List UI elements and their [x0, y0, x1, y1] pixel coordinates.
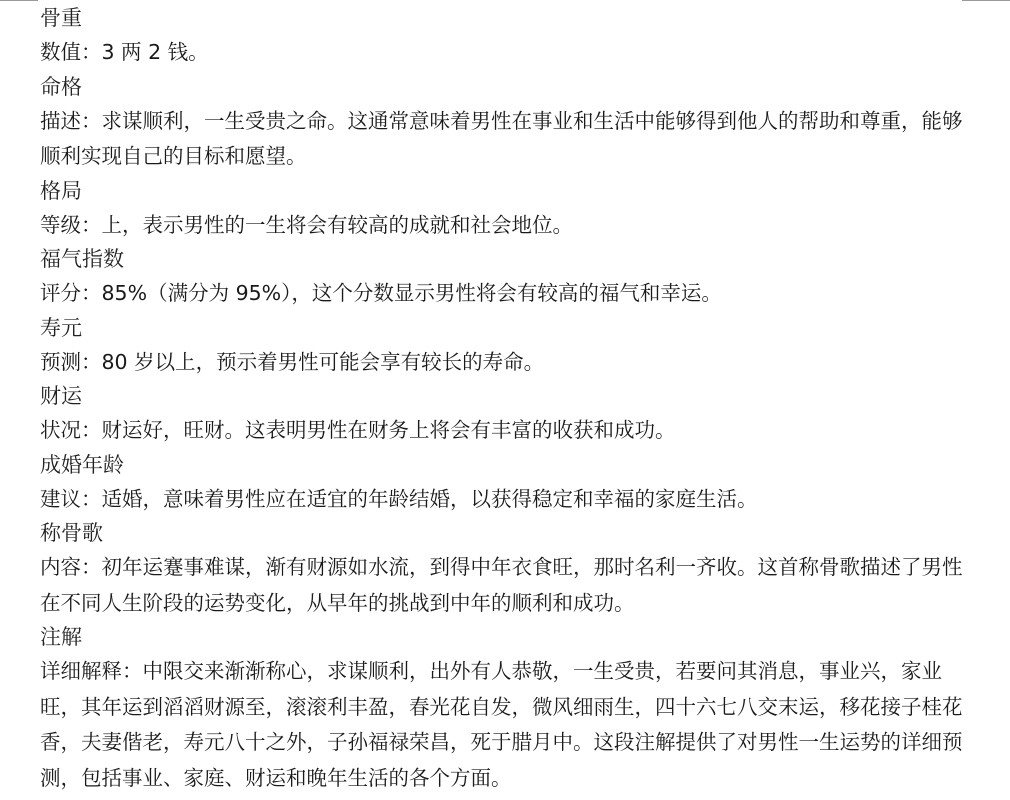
section-body: [40, 482, 975, 518]
section-heading: 寿元: [40, 315, 82, 340]
field-label: 详细解释：: [40, 659, 143, 683]
fortune-document: [40, 2, 975, 796]
section-body: [40, 276, 975, 312]
section-wealth: [40, 380, 975, 449]
field-label: 描述：: [40, 108, 102, 133]
field-value: 适婚，意味着男性应在适宜的年龄结婚，以获得稳定和幸福的家庭生活。: [101, 486, 758, 511]
field-label: 预测：: [40, 349, 102, 374]
section-body: [40, 104, 975, 175]
section-marriage-age: [40, 449, 975, 518]
field-label: 评分：: [40, 281, 102, 305]
top-right-divider: [962, 0, 1010, 1]
field-value: 中限交来渐渐称心，求谋顺利，出外有人恭敬，一生受贵，若要问其消息，事业兴，家业旺，其年运到滔滔财源至，滚滚利丰盈，春光花自发，微风细雨生，四十六七八交末运，移花接子桂花香，夫妻偕老，寿元八十之外，子孙福禄荣昌，死于腊月中。这段注解提供了对男性一生运势的详细预测，包括事业、家庭、财运和晚年生活的各个方面。: [40, 659, 963, 790]
top-left-divider: [0, 0, 38, 1]
field-label: 建议：: [40, 486, 102, 511]
section-body: [40, 654, 975, 796]
field-value: 85%（满分为 95%），这个分数显示男性将会有较高的福气和幸运。: [101, 281, 722, 305]
section-heading: 格局: [40, 178, 82, 203]
section-pattern: [40, 175, 975, 244]
section-heading: 成婚年龄: [40, 452, 124, 477]
section-lifespan: [40, 312, 975, 381]
field-label: 等级：: [40, 212, 102, 237]
section-destiny: [40, 71, 975, 175]
section-heading: 骨重: [40, 6, 82, 30]
section-body: [40, 345, 975, 381]
section-body: [40, 208, 975, 244]
field-value: 上，表示男性的一生将会有较高的成就和社会地位。: [101, 212, 573, 237]
section-heading: 注解: [40, 625, 82, 649]
field-label: 内容：: [40, 555, 102, 579]
field-value: 3 两 2 钱。: [101, 40, 209, 64]
section-fortune-index: [40, 243, 975, 312]
section-body: [40, 550, 975, 621]
section-heading: 命格: [40, 74, 82, 99]
section-heading: 财运: [40, 384, 82, 408]
field-label: 状况：: [40, 418, 102, 442]
field-value: 财运好，旺财。这表明男性在财务上将会有丰富的收获和成功。: [101, 418, 676, 442]
section-heading: 福气指数: [40, 247, 124, 271]
section-heading: 称骨歌: [40, 521, 103, 545]
field-label: 数值：: [40, 40, 102, 64]
section-body: [40, 413, 975, 449]
field-value: 求谋顺利，一生受贵之命。这通常意味着男性在事业和生活中能够得到他人的帮助和尊重，能够顺利实现自己的目标和愿望。: [40, 108, 963, 168]
field-value: 初年运蹇事难谋，渐有财源如水流，到得中年衣食旺，那时名利一齐收。这首称骨歌描述了男性在不同人生阶段的运势变化，从早年的挑战到中年的顺利和成功。: [40, 555, 963, 615]
field-value: 80 岁以上，预示着男性可能会享有较长的寿命。: [101, 349, 545, 374]
section-body: [40, 35, 975, 71]
section-annotation: [40, 621, 975, 796]
section-bone-song: [40, 517, 975, 621]
section-bone-weight: [40, 2, 975, 71]
